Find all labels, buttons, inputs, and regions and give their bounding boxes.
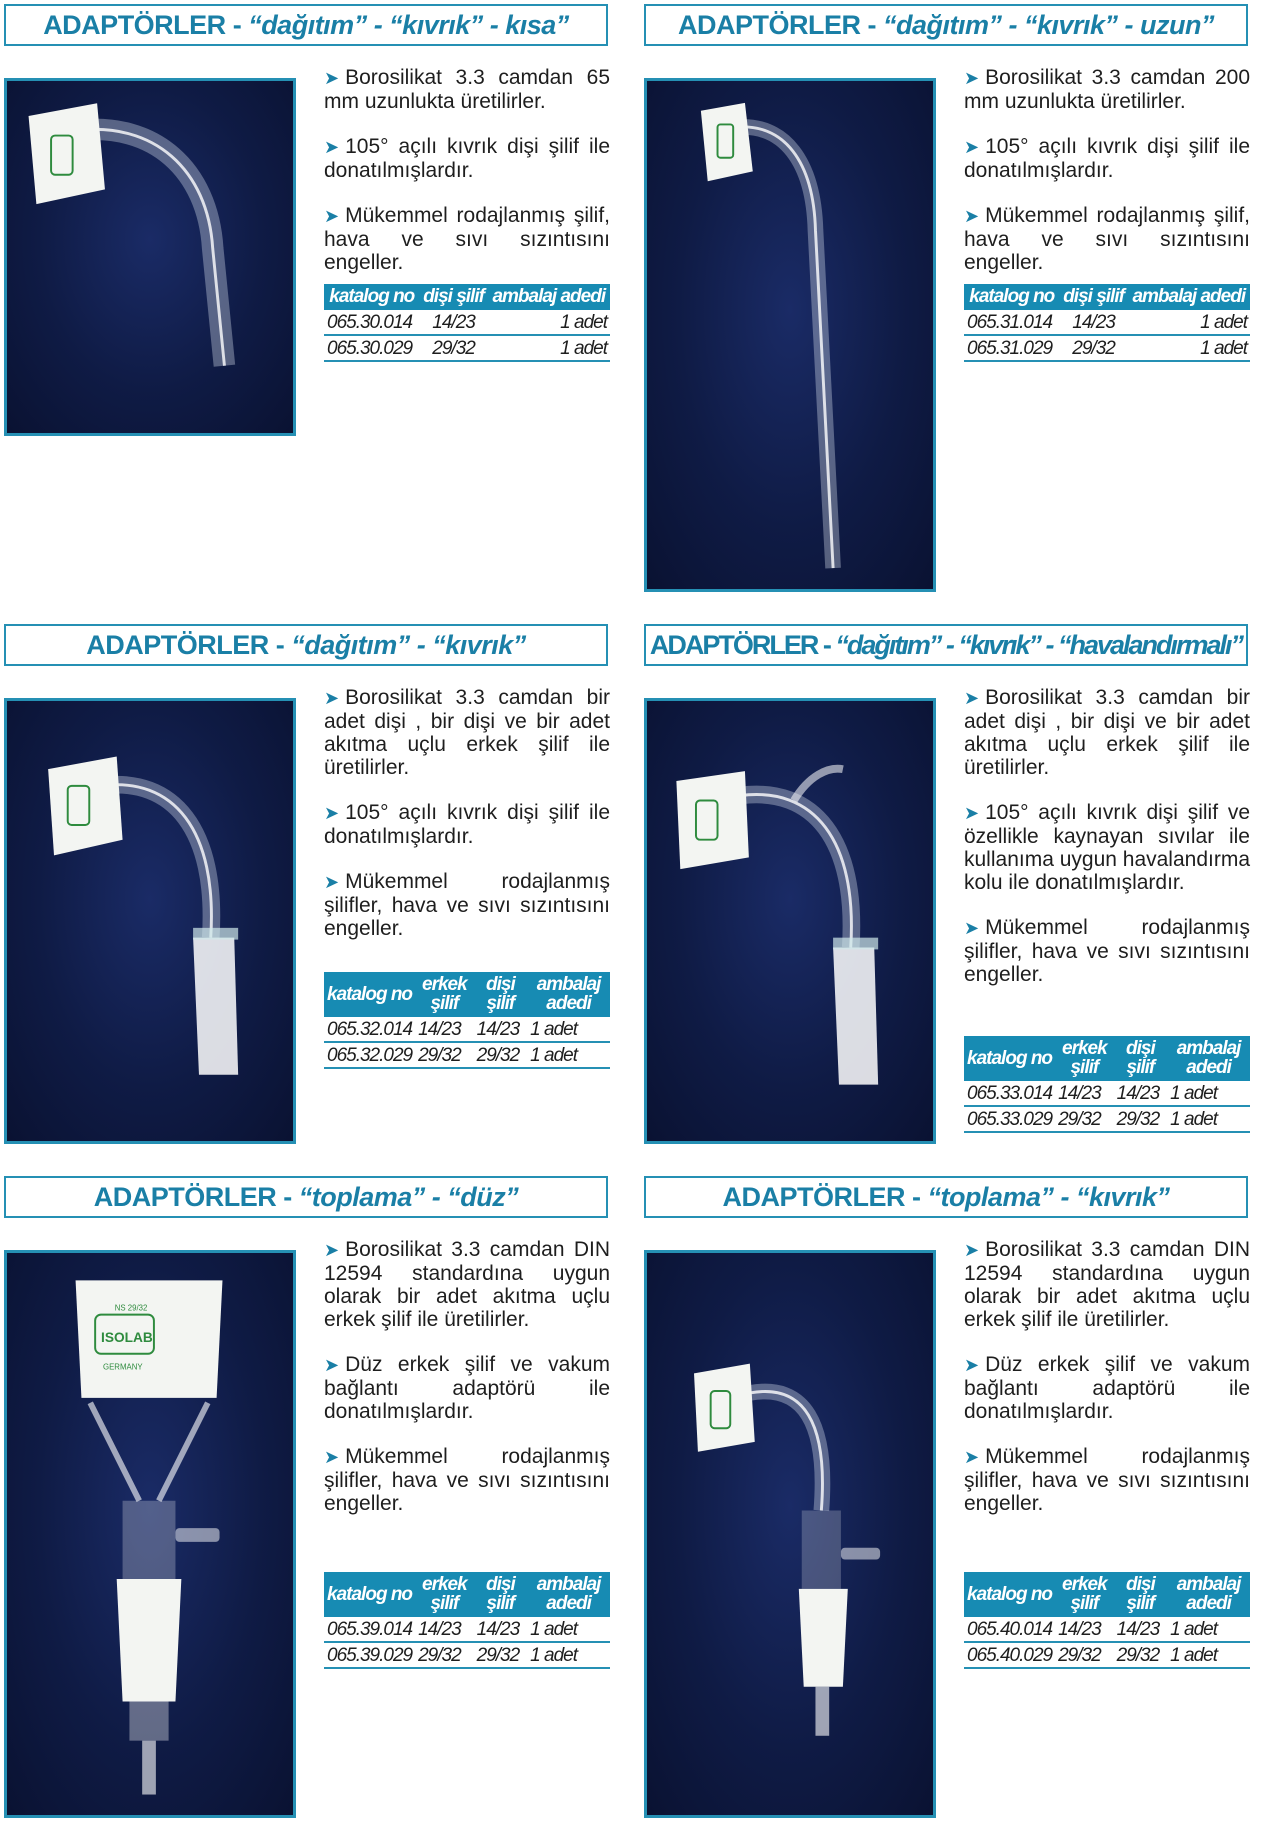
col-header: erkek şilif [1055,1572,1114,1617]
arrow-icon: ➤ [964,1355,980,1375]
joint-brand-label: ISOLAB [101,1330,153,1346]
section-title [4,4,608,46]
arrow-icon: ➤ [324,688,340,708]
feature-list [964,66,1250,296]
spec-table [964,284,1250,362]
col-header: erkek şilif [415,972,474,1017]
spec-table [324,284,610,362]
spec-table [964,1572,1250,1669]
col-header: dişi şilif [1060,284,1128,310]
title-sub: “dağıtım” - “kıvrık” [291,629,526,660]
product-section-1 [0,0,612,590]
feature-item: ➤ 105° açılı kıvrık dişi şilif ile donatılmışlardır. [324,135,610,182]
title-main: ADAPTÖRLER [86,629,269,660]
col-header: dişi şilif [420,284,488,310]
feature-list [964,1238,1250,1537]
title-sub: “dağıtım” - “kıvrık” - kısa” [248,9,569,40]
col-header: dişi şilif [474,1572,528,1617]
straight-collection-adapter-illustration [7,1253,293,1815]
table-row: 065.39.014 14/23 14/23 1 adet [324,1617,610,1642]
section-title [4,1176,608,1218]
col-header: katalog no [964,1036,1055,1081]
product-section-2 [640,0,1252,590]
product-photo [644,698,936,1144]
arrow-icon: ➤ [324,137,340,157]
arrow-icon: ➤ [964,688,980,708]
feature-item: ➤ Düz erkek şilif ve vakum bağlantı adaptörü ile donatılmışlardır. [964,1353,1250,1423]
table-row: 065.40.014 14/23 14/23 1 adet [964,1617,1250,1642]
title-main: ADAPTÖRLER [677,9,861,40]
vented-bent-adapter-illustration [647,701,933,1141]
table-row: 065.31.029 29/32 1 adet [964,335,1250,361]
title-sub: “dağıtım” - “kıvrık” - uzun” [882,9,1215,40]
title-main: ADAPTÖRLER [649,629,818,660]
arrow-icon: ➤ [324,68,340,88]
col-header: erkek şilif [1055,1036,1114,1081]
col-header: katalog no [324,972,415,1017]
feature-item: ➤ 105° açılı kıvrık dişi şilif ile donatılmışlardır. [964,135,1250,182]
feature-item: ➤ Mükemmel rodajlanmış şilifler, hava ve sıvı sızıntısını engeller. [324,1445,610,1515]
table-row: 065.33.029 29/32 29/32 1 adet [964,1106,1250,1132]
col-header: ambalaj adedi [488,284,610,310]
feature-item: ➤ 105° açılı kıvrık dişi şilif ile donatılmışlardır. [324,801,610,848]
feature-item: ➤ Borosilikat 3.3 camdan bir adet dişi , bir dişi ve bir adet akıtma uçlu erkek şilif ile üretilirler. [964,686,1250,779]
title-sub: “dağıtım” - “kıvrık” - “havalandırmalı” [835,629,1243,660]
title-main: ADAPTÖRLER [43,9,226,40]
product-photo [644,1250,936,1818]
title-sub: “toplama” - “düz” [298,1181,519,1212]
col-header: dişi şilif [1114,1572,1168,1617]
col-header: ambalaj adedi [1167,1036,1250,1081]
feature-list [324,686,610,962]
col-header: katalog no [964,1572,1055,1617]
bent-adapter-short-illustration [7,81,293,433]
product-section-4 [640,620,1252,1210]
col-header: erkek şilif [415,1572,474,1617]
arrow-icon: ➤ [324,1447,340,1467]
bent-collection-adapter-illustration [647,1253,933,1815]
spec-table [324,972,610,1069]
arrow-icon: ➤ [324,872,340,892]
feature-item: ➤ Mükemmel rodajlanmış şilif, hava ve sıvı sızıntısını engeller. [964,204,1250,274]
table-row: 065.32.014 14/23 14/23 1 adet [324,1017,610,1042]
feature-item: ➤ Mükemmel rodajlanmış şilifler, hava ve sıvı sızıntısını engeller. [964,1445,1250,1515]
feature-item: ➤ Borosilikat 3.3 camdan DIN 12594 standardına uygun olarak bir adet akıtma uçlu erkek şilif ile üretilirler. [964,1238,1250,1331]
col-header: ambalaj adedi [1128,284,1250,310]
col-header: ambalaj adedi [527,972,610,1017]
section-title [644,4,1248,46]
title-separator: - [817,629,836,660]
title-sub: “toplama” - “kıvrık” [927,1181,1170,1212]
product-photo [4,698,296,1144]
table-row: 065.31.014 14/23 1 adet [964,310,1250,335]
title-separator: - [276,1181,299,1212]
feature-item: ➤ Borosilikat 3.3 camdan bir adet dişi , bir dişi ve bir adet akıtma uçlu erkek şilif ile üretilirler. [324,686,610,779]
feature-item: ➤ Mükemmel rodajlanmış şilif, hava ve sıvı sızıntısını engeller. [324,204,610,274]
feature-item: ➤ Mükemmel rodajlanmış şilifler, hava ve sıvı sızıntısını engeller. [324,870,610,940]
table-row: 065.39.029 29/32 29/32 1 adet [324,1642,610,1668]
col-header: dişi şilif [1114,1036,1168,1081]
feature-list [324,66,610,296]
feature-item: ➤ Borosilikat 3.3 camdan 200 mm uzunlukta üretilirler. [964,66,1250,113]
product-photo [4,1250,296,1818]
arrow-icon: ➤ [964,1240,980,1260]
product-section-5 [0,1172,612,1762]
spec-table [964,1036,1250,1133]
product-photo [644,78,936,592]
arrow-icon: ➤ [324,803,340,823]
joint-ns-label: NS 29/32 [114,1303,148,1313]
title-main: ADAPTÖRLER [722,1181,905,1212]
feature-list [324,1238,610,1537]
feature-item: ➤ Düz erkek şilif ve vakum bağlantı adaptörü ile donatılmışlardır. [324,1353,610,1423]
arrow-icon: ➤ [964,206,980,226]
arrow-icon: ➤ [964,1447,980,1467]
table-row: 065.32.029 29/32 29/32 1 adet [324,1042,610,1068]
bent-adapter-illustration [7,701,293,1141]
arrow-icon: ➤ [964,803,980,823]
table-row: 065.30.029 29/32 1 adet [324,335,610,361]
section-title [644,1176,1248,1218]
feature-item: ➤ Borosilikat 3.3 camdan DIN 12594 standardına uygun olarak bir adet akıtma uçlu erkek şilif ile üretilirler. [324,1238,610,1331]
feature-item: ➤ Borosilikat 3.3 camdan 65 mm uzunlukta üretilirler. [324,66,610,113]
feature-item: ➤ 105° açılı kıvrık dişi şilif ve özellikle kaynayan sıvılar ile kullanıma uygun havalandırma kolu ile donatılmışlardır. [964,801,1251,894]
arrow-icon: ➤ [324,206,340,226]
bent-adapter-long-illustration [647,81,933,589]
feature-list [964,686,1250,1008]
section-title [4,624,608,666]
joint-country-label: GERMANY [102,1362,143,1372]
product-section-3 [0,620,612,1210]
product-photo [4,78,296,436]
title-separator: - [904,1181,928,1212]
arrow-icon: ➤ [324,1355,340,1375]
arrow-icon: ➤ [324,1240,340,1260]
table-row: 065.40.029 29/32 29/32 1 adet [964,1642,1250,1668]
col-header: ambalaj adedi [527,1572,610,1617]
title-main: ADAPTÖRLER [93,1181,277,1212]
col-header: katalog no [324,284,420,310]
table-row: 065.33.014 14/23 14/23 1 adet [964,1081,1250,1106]
col-header: dişi şilif [474,972,528,1017]
arrow-icon: ➤ [964,68,980,88]
section-title [644,624,1248,666]
table-row: 065.30.014 14/23 1 adet [324,310,610,335]
col-header: katalog no [964,284,1060,310]
feature-item: ➤ Mükemmel rodajlanmış şilifler, hava ve sıvı sızıntısını engeller. [964,916,1250,986]
spec-table [324,1572,610,1669]
arrow-icon: ➤ [964,918,980,938]
arrow-icon: ➤ [964,137,980,157]
col-header: ambalaj adedi [1167,1572,1250,1617]
title-separator: - [225,9,249,40]
col-header: katalog no [324,1572,415,1617]
product-section-6 [640,1172,1252,1762]
title-separator: - [268,629,292,660]
title-separator: - [860,9,883,40]
